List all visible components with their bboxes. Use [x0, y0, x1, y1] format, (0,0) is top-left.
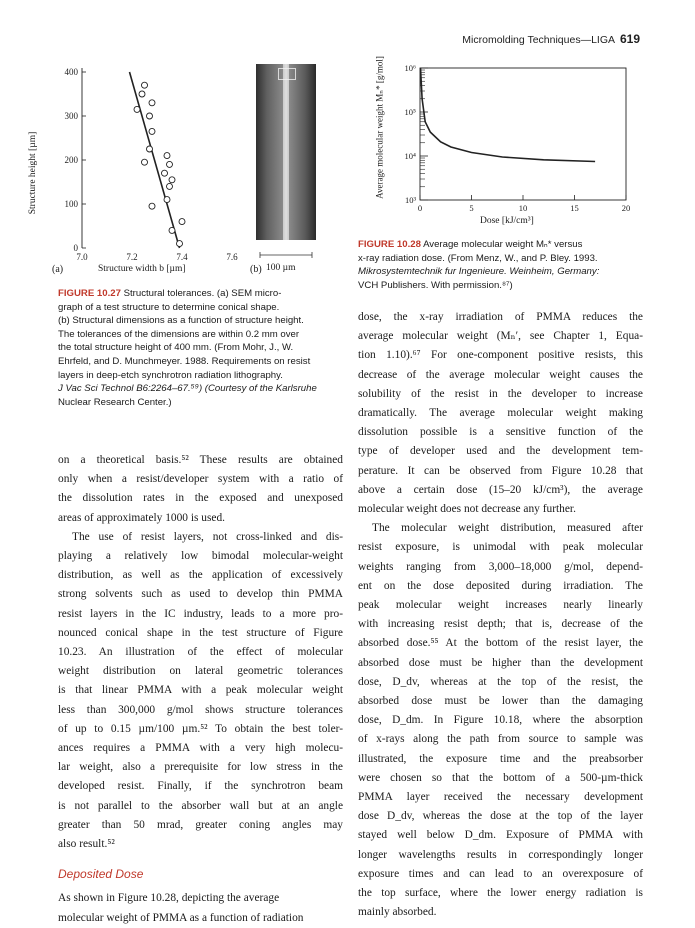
caption-line: the total structure height of 400 mm. (From Mohr, J., W.: [58, 342, 294, 354]
sem-structure-edge: [283, 64, 289, 240]
body-line: peak molecular weight increases nearly linearly: [358, 599, 643, 612]
caption-line: x-ray radiation dose. (From Menz, W., and P. Bley. 1993.: [358, 252, 598, 264]
data-point: [149, 100, 155, 106]
y-tick-label: 10³: [404, 195, 416, 205]
body-line: dose, the x-ray irradiation of PMMA reduces the: [358, 311, 643, 323]
body-line: less than 300,000 g/mol shows structure tolerances: [58, 703, 343, 716]
body-line: average molecular weight (Mₙ′, see Chapter 1, Equa-: [358, 330, 643, 343]
caption-line: FIGURE 10.28 Average molecular weight Mₙ* versus: [358, 239, 583, 250]
body-line: above a certain dose (15–20 kJ/cm³), the average: [358, 483, 643, 496]
body-line: molecular weight of PMMA as a function of radiation: [58, 911, 304, 924]
body-line: absorbed dose.⁵⁵ At the bottom of the resist layer, the: [358, 637, 643, 650]
y-tick-label: 10⁴: [404, 151, 416, 161]
plot-frame: [420, 68, 626, 200]
data-point: [167, 161, 173, 167]
body-line: ent on the dose deposited during irradiation. The: [358, 579, 643, 592]
body-line: playing a relatively low bimodal molecular-weight: [58, 550, 343, 563]
body-line: weight distribution on lateral geometric tolerances: [58, 665, 343, 678]
body-line: strong solvents such as used to develop thin PMMA: [58, 588, 343, 601]
y-tick-label: 100: [64, 199, 78, 209]
data-point: [147, 146, 153, 152]
body-line: is not parallel to the absorber wall but at an angle: [58, 799, 343, 812]
figure-28-chart: [352, 60, 642, 240]
body-line: solubility of the resist in the developer to increase: [358, 387, 643, 400]
x-tick-label: 5: [469, 203, 474, 213]
left-column: [58, 451, 343, 928]
x-tick-label: 7.2: [126, 252, 138, 262]
body-line: the dissolution rates in the exposed and unexposed: [58, 492, 343, 505]
data-point: [139, 91, 145, 97]
figure-28-plot: [405, 63, 631, 213]
body-line: mainly absorbed.: [358, 906, 437, 919]
body-line: dramatically. The average molecular weight making: [358, 407, 643, 420]
caption-line: Nuclear Research Center.): [58, 396, 172, 408]
body-line: dose, D_dm. In Figure 10.18, where the absorption: [358, 714, 643, 727]
body-line: nounced conical shape in the test structure of Figure: [58, 626, 343, 639]
body-line: only when a resist/developer system with a ratio of: [58, 473, 343, 486]
data-point: [169, 227, 175, 233]
body-line: areas of approximately 1000 is used.: [58, 511, 226, 524]
body-line: resist exposure, is unimodal with peak molecular: [358, 541, 643, 554]
body-line: The use of resist layers, not cross-linked and dis-: [72, 530, 343, 543]
caption-line: Mikrosystemtechnik fur Ingenieure. Weinheim, Germany:: [358, 266, 600, 278]
caption-line: graph of a test structure to determine conical shape.: [58, 301, 280, 313]
figure-27a-ylabel: Structure height [µm]: [28, 131, 38, 215]
body-line: dose D_dv, whereas the dose at the top of the layer: [358, 810, 643, 823]
body-line: distribution, as well as the application of excessively: [58, 569, 343, 582]
right-column: [358, 308, 643, 923]
y-tick-label: 400: [64, 67, 78, 77]
body-line: perature. It can be observed from Figure 10.28 that: [358, 464, 643, 477]
sem-micrograph: [256, 64, 316, 240]
body-line: PMMA layer received the necessary development: [358, 791, 643, 804]
section-heading: Deposited Dose: [58, 867, 144, 882]
body-line: developed resist. Finally, if the synchrotron beam: [58, 780, 343, 793]
caption-line: (b) Structural dimensions as a function of structure height.: [58, 315, 304, 327]
body-line: stayed well below D_dm. Exposure of PMMA with: [358, 829, 643, 842]
x-tick-label: 0: [417, 203, 423, 213]
running-title: Micromolding Techniques—LIGA: [462, 34, 615, 46]
body-line: of x-rays along the path from source to sample was: [358, 733, 643, 746]
body-line: greater than 50 mrad, greater coning angles may: [58, 818, 343, 831]
body-line: absorbed dose must be lower than the damaging: [358, 695, 643, 708]
figure-27a-panel-label: (a): [52, 264, 64, 275]
x-tick-label: 10: [518, 203, 528, 213]
body-line: dose, D_dv, whereas at the top of the resist, the: [358, 675, 643, 688]
data-point: [147, 113, 153, 119]
data-point: [167, 183, 173, 189]
body-line: illustrated, the exposure time and the preabsorber: [358, 752, 643, 765]
left-paragraphs: [58, 451, 343, 854]
data-point: [177, 241, 183, 247]
figure-28-ylabel: Average molecular weight Mₙ* [g/mol]: [374, 56, 385, 199]
body-line: with increasing resist depth; that is, decrease of the: [358, 618, 643, 631]
body-line: the top surface, where the lower energy radiation is: [358, 887, 643, 900]
body-line: As shown in Figure 10.28, depicting the average: [58, 892, 280, 905]
body-line: lar weight, also a prerequisite for low stress in the: [58, 761, 343, 774]
page-number: 619: [620, 32, 641, 46]
series-line: [421, 68, 596, 162]
right-paragraphs: [358, 308, 643, 923]
body-line: decrease of the average molecular weight causes the: [358, 368, 643, 381]
y-tick-label: 0: [73, 243, 78, 253]
figure-27-label: FIGURE 10.27: [58, 288, 121, 299]
body-line: resist layers in the IC industry, leads to a more pro-: [58, 607, 343, 620]
figure-28-label: FIGURE 10.28: [358, 239, 421, 250]
scale-bar: [256, 250, 316, 260]
data-point: [162, 170, 168, 176]
body-line: 10.23. An illustration of the effect of molecular: [58, 646, 343, 659]
x-tick-label: 15: [570, 203, 579, 213]
caption-line: layers in deep-etch synchrotron radiation lithography.: [58, 369, 283, 381]
caption-line: The tolerances of the dimensions are within 0.2 mm over: [58, 328, 300, 340]
body-line: dissolution possible is a sensitive function of the: [358, 426, 643, 439]
data-point: [164, 197, 170, 203]
x-tick-label: 7.6: [226, 252, 238, 262]
body-line: longer wavelengths results in correspondingly longer: [358, 848, 643, 861]
body-line: exposure times and can lead to an overexposure of: [358, 867, 643, 880]
body-line: ances requires a PMMA with a very high molecu-: [58, 742, 343, 755]
body-line: type of developer used and the development tem-: [358, 445, 643, 458]
caption-line: Ehrfeld, and D. Munchmeyer. 1988. Requirements on resist: [58, 355, 311, 367]
figure-27b-panel-label: (b): [250, 264, 262, 275]
body-line: The molecular weight distribution, measured after: [372, 522, 643, 535]
body-line: tion 1.10).⁶⁷ For one-component positive resists, this: [358, 349, 643, 362]
body-line: is that linear PMMA with a peak molecular weight: [58, 684, 343, 697]
body-line: on a theoretical basis.⁵² These results are obtained: [58, 454, 343, 466]
body-line: molecular weight does not decrease any further.: [358, 503, 576, 516]
body-line: absorbed dose must be higher than the development: [358, 656, 643, 669]
body-line: were chosen so that the bottom of a 500-µm-thick: [358, 771, 643, 784]
figure-27a-chart: [42, 62, 242, 284]
figure-28-xlabel: Dose [kJ/cm³]: [480, 216, 534, 226]
y-tick-label: 10⁵: [404, 107, 416, 117]
body-line: weights ranging from 3,000–18,000 g/mol, depend-: [358, 560, 643, 573]
y-tick-label: 200: [64, 155, 78, 165]
figure-28-caption: [358, 238, 648, 292]
figure-27-caption: [58, 287, 343, 409]
x-tick-label: 7.0: [76, 252, 88, 262]
data-point: [134, 106, 140, 112]
data-point: [142, 159, 148, 165]
body-line: of up to 0.15 µm/100 µm.⁵² To obtain the best toler-: [58, 722, 343, 735]
sem-structure-top: [278, 68, 296, 80]
data-point: [142, 82, 148, 88]
body-line: also result.⁵²: [58, 838, 115, 851]
y-tick-label: 300: [64, 111, 78, 121]
fit-line: [130, 72, 180, 248]
y-tick-label: 10⁶: [404, 63, 416, 73]
figure-27a-plot: [65, 67, 239, 262]
data-point: [164, 153, 170, 159]
data-point: [179, 219, 185, 225]
x-tick-label: 20: [621, 203, 631, 213]
x-tick-label: 7.4: [176, 252, 188, 262]
caption-line: FIGURE 10.27 Structural tolerances. (a) SEM micro-: [58, 288, 282, 299]
data-point: [169, 177, 175, 183]
data-point: [149, 128, 155, 134]
figure-27a-xlabel: Structure width b [µm]: [98, 264, 186, 274]
caption-line: VCH Publishers. With permission.⁸⁷): [358, 279, 513, 291]
caption-line: J Vac Sci Technol B6:2264–67.⁵⁹) (Courtesy of the Karlsruhe: [58, 383, 317, 395]
scale-bar-label: 100 µm: [266, 263, 296, 273]
data-point: [149, 203, 155, 209]
